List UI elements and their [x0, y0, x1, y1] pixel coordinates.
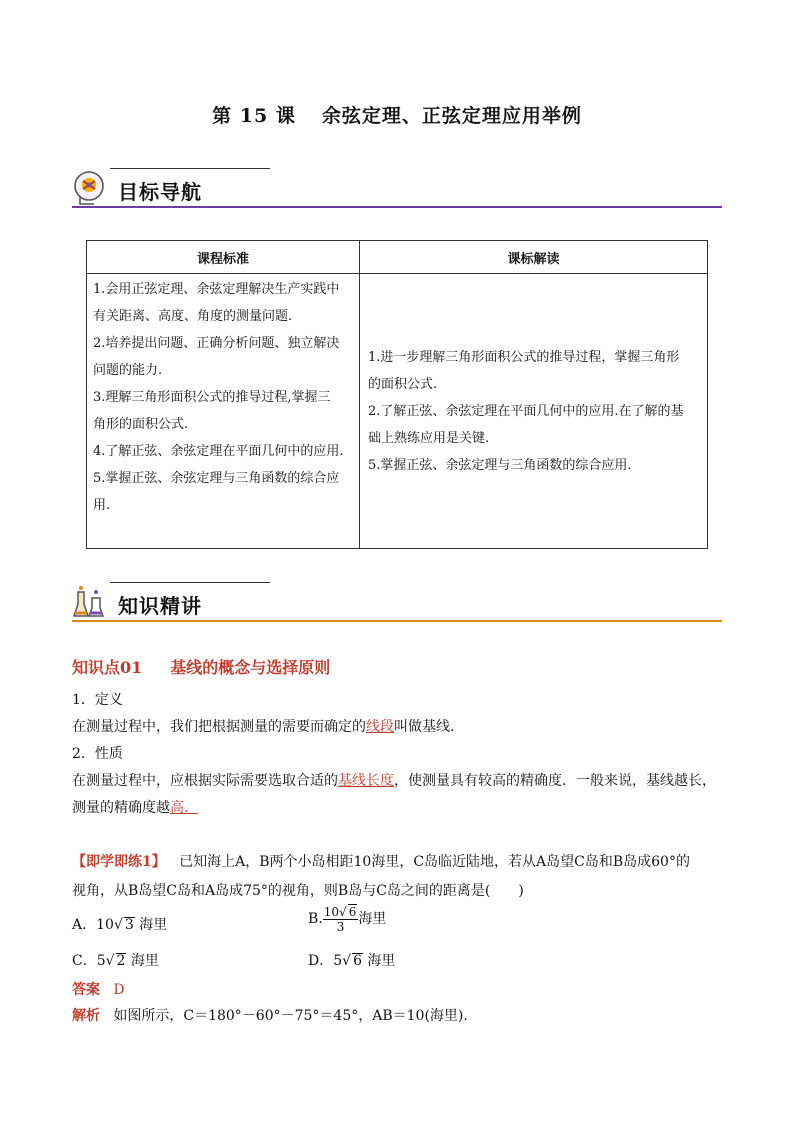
text-span: C．5 [72, 953, 106, 969]
text-span: 海里 [126, 953, 159, 969]
text-span: A．10 [72, 917, 114, 933]
exercise-question [72, 848, 722, 906]
lab-flask-icon [72, 584, 108, 620]
list-item: 2.培养提出问题、正确分析问题、独立解决 [93, 336, 340, 351]
radicand: 6 [348, 905, 357, 919]
question-line: 视角，从B岛望C岛和A岛成75°的视角，则B岛与C岛之间的距离是( ) [72, 883, 524, 899]
underlined-term: 线段 [366, 719, 394, 735]
knowledge-point-title: 基线的概念与选择原则 [170, 658, 331, 677]
definition-text [72, 717, 722, 737]
curriculum-table [86, 240, 708, 549]
text-span: D．5 [308, 953, 343, 969]
section-rule [72, 620, 722, 622]
option-d: D．5√ 6 海里 [308, 953, 396, 969]
list-item: 1.会用正弦定理、余弦定理解决生产实践中 [93, 282, 340, 297]
option-c: C．5√ 2 海里 [72, 953, 159, 969]
table-header-interpretation: 课标解读 [360, 241, 708, 274]
list-item: 5.掌握正弦、余弦定理与三角函数的综合应用. [368, 457, 632, 473]
section-rule [72, 206, 722, 208]
list-item: 1.进一步理解三角形面积公式的推导过程，掌握三角形 [368, 349, 680, 365]
answer-label: 答案 [72, 982, 100, 998]
analysis-label: 解析 [72, 1008, 100, 1024]
lesson-number: 第 15 课 [212, 105, 296, 127]
section-label: 知识精讲 [118, 594, 202, 618]
text-span: 海里 [134, 917, 168, 933]
list-item: 角形的面积公式. [93, 417, 189, 432]
list-item: 用. [93, 498, 111, 513]
list-item: 有关距离、高度、角度的测量问题. [93, 309, 293, 324]
list-item: 础上熟练应用是关键. [368, 430, 490, 446]
text-span: B. [308, 911, 323, 927]
table-header-standard: 课程标准 [87, 241, 360, 274]
table-cell-standard [87, 274, 360, 549]
answer-line [72, 979, 125, 999]
section-top-line [110, 168, 270, 169]
page-title [0, 101, 794, 128]
list-item: 问题的能力. [93, 363, 163, 378]
text-span: 海里 [358, 911, 387, 927]
denominator: 3 [336, 920, 345, 934]
answer-value: D [113, 982, 125, 998]
knowledge-point-heading [72, 655, 330, 678]
list-item: 3.理解三角形面积公式的推导过程,掌握三 [93, 390, 331, 405]
analysis-text: 如图所示，C＝180°－60°－75°＝45°，AB＝10(海里). [113, 1008, 468, 1024]
text-span: 测量的精确度越 [72, 800, 170, 816]
property-text [72, 771, 722, 791]
text-span: 10 [323, 905, 340, 919]
lesson-topic: 余弦定理、正弦定理应用举例 [321, 105, 582, 127]
text-span: 海里 [362, 953, 396, 969]
knowledge-point-number: 知识点01 [72, 658, 143, 677]
radicand: 3 [124, 917, 134, 933]
list-item: 2.了解正弦、余弦定理在平面几何中的应用.在了解的基 [368, 403, 684, 419]
section-top-line [110, 582, 270, 583]
property-title: 2．性质 [72, 746, 123, 762]
text-span: 在测量过程中，应根据实际需要选取合适的 [72, 773, 338, 789]
analysis-line [72, 1005, 468, 1025]
list-item: 5.掌握正弦、余弦定理与三角函数的综合应 [93, 471, 340, 486]
text-span: ，使测量具有较高的精确度．一般来说，基线越长， [394, 773, 716, 789]
definition-title: 1．定义 [72, 692, 123, 708]
radicand: 2 [116, 953, 126, 969]
radicand: 6 [353, 953, 362, 969]
text-span: 叫做基线． [394, 719, 464, 735]
fraction: $\frac{10√ 6}{3}$ [323, 905, 357, 934]
question-line: 已知海上A，B两个小岛相距10海里，C岛临近陆地，若从A岛望C岛和B岛成60°的 [179, 854, 690, 870]
option-a: A．10√ 3 海里 [72, 917, 168, 933]
list-item: 的面积公式. [368, 376, 438, 392]
section-label: 目标导航 [118, 180, 202, 204]
list-item: 4.了解正弦、余弦定理在平面几何中的应用. [93, 444, 344, 459]
text-span: 在测量过程中，我们把根据测量的需要而确定的 [72, 719, 366, 735]
underlined-term: 基线长度 [338, 773, 394, 789]
underlined-term: 高． [170, 800, 198, 816]
property-text-continued [72, 798, 722, 818]
head-brain-icon [72, 170, 108, 206]
exercise-tag: 【即学即练1】 [72, 854, 166, 870]
table-cell-interpretation [360, 274, 708, 549]
option-b [308, 904, 386, 934]
